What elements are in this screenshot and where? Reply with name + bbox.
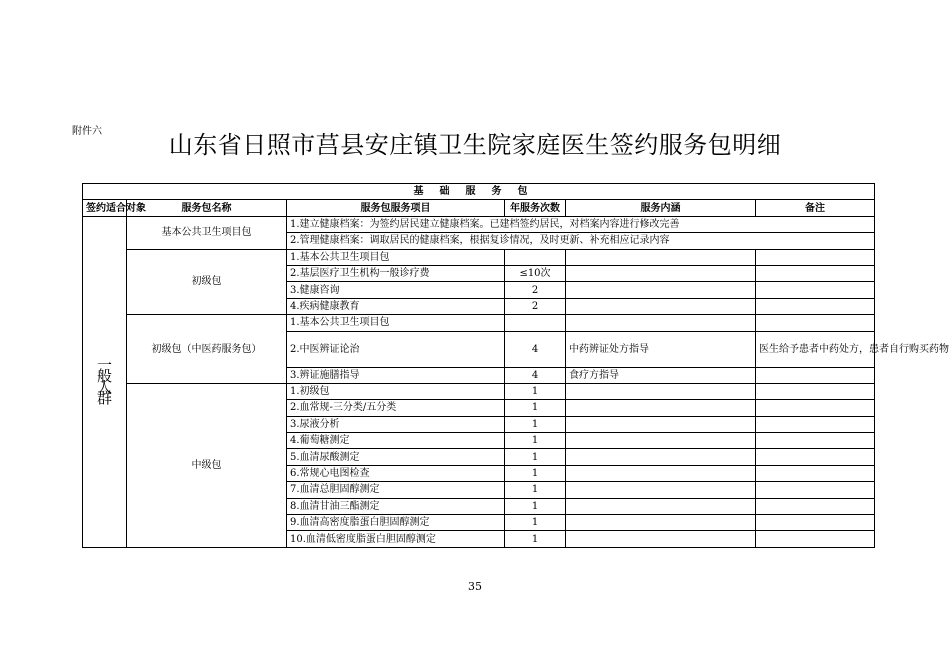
table-row (83, 383, 875, 399)
remarks (756, 482, 875, 498)
service-content (566, 249, 756, 265)
service-item: 2.中医辨证论治 (287, 331, 505, 367)
service-item: 3.健康咨询 (287, 282, 505, 298)
service-item: 4.疾病健康教育 (287, 298, 505, 314)
annual-count: 1 (505, 433, 566, 449)
header-remarks: 备注 (756, 200, 875, 216)
service-content (566, 498, 756, 514)
table-row (83, 249, 875, 265)
annual-count: 1 (505, 416, 566, 432)
section-header-row (83, 184, 875, 200)
service-item: 3.辨证施膳指导 (287, 367, 505, 383)
document-title: 山东省日照市莒县安庄镇卫生院家庭医生签约服务包明细 (168, 131, 782, 159)
annual-count: 1 (505, 498, 566, 514)
package-name-primary-tcm: 初级包（中医药服务包） (127, 315, 287, 384)
remarks (756, 315, 875, 331)
service-content (566, 400, 756, 416)
service-item: 2.血常规-三分类/五分类 (287, 400, 505, 416)
service-item: 1.建立健康档案：为签约居民建立健康档案。已建档签约居民，对档案内容进行修改完善 (287, 216, 875, 232)
service-item: 1.基本公共卫生项目包 (287, 249, 505, 265)
annual-count: 2 (505, 282, 566, 298)
service-item: 1.基本公共卫生项目包 (287, 315, 505, 331)
header-annual-count: 年服务次数 (505, 200, 566, 216)
table-row (83, 315, 875, 331)
remarks (756, 433, 875, 449)
remarks (756, 416, 875, 432)
remarks (756, 249, 875, 265)
service-content (566, 465, 756, 481)
service-item: 10.血清低密度脂蛋白胆固醇测定 (287, 531, 505, 547)
package-name-intermediate: 中级包 (127, 383, 287, 547)
service-item: 7.血清总胆固醇测定 (287, 482, 505, 498)
section-title: 基础服务包 (83, 184, 875, 200)
remarks (756, 400, 875, 416)
annual-count: 2 (505, 298, 566, 314)
annual-count: 4 (505, 331, 566, 367)
target-group-cell (83, 216, 127, 547)
header-target: 签约适合对象 (83, 200, 127, 216)
package-name-primary: 初级包 (127, 249, 287, 315)
service-item: 2.基层医疗卫生机构一般诊疗费 (287, 265, 505, 281)
annual-count: 1 (505, 482, 566, 498)
service-item: 6.常规心电图检查 (287, 465, 505, 481)
annual-count: 1 (505, 400, 566, 416)
service-content (566, 282, 756, 298)
remarks (756, 515, 875, 531)
service-item: 8.血清甘油三酯测定 (287, 498, 505, 514)
service-content (566, 449, 756, 465)
service-content: 食疗方指导 (566, 367, 756, 383)
service-content (566, 531, 756, 547)
service-content (566, 315, 756, 331)
service-item: 2.管理健康档案：调取居民的健康档案，根据复诊情况，及时更新、补充相应记录内容 (287, 233, 875, 249)
service-content (566, 433, 756, 449)
service-item: 3.尿液分析 (287, 416, 505, 432)
annual-count: 1 (505, 449, 566, 465)
service-content (566, 416, 756, 432)
service-content (566, 515, 756, 531)
service-content (566, 383, 756, 399)
remarks (756, 367, 875, 383)
service-content (566, 482, 756, 498)
header-package-name: 服务包名称 (127, 200, 287, 216)
annual-count (505, 249, 566, 265)
service-item: 9.血清高密度脂蛋白胆固醇测定 (287, 515, 505, 531)
service-item: 4.葡萄糖测定 (287, 433, 505, 449)
remarks (756, 465, 875, 481)
table-row (83, 216, 875, 232)
annual-count: 1 (505, 531, 566, 547)
remarks (756, 383, 875, 399)
service-item: 1.初级包 (287, 383, 505, 399)
package-name-basic-public: 基本公共卫生项目包 (127, 216, 287, 249)
remarks (756, 265, 875, 281)
header-service-content: 服务内涵 (566, 200, 756, 216)
remarks (756, 498, 875, 514)
target-group-label: 一般人群 (97, 355, 113, 407)
page-number: 35 (468, 580, 482, 593)
annual-count: ≤10次 (505, 265, 566, 281)
service-item: 5.血清尿酸测定 (287, 449, 505, 465)
attachment-label: 附件六 (72, 126, 102, 137)
header-service-item: 服务包服务项目 (287, 200, 505, 216)
column-header-row (83, 200, 875, 216)
service-content (566, 298, 756, 314)
remarks: 医生给予患者中药处方，患者自行购买药物 (756, 331, 875, 367)
annual-count (505, 315, 566, 331)
service-content: 中药辨证处方指导 (566, 331, 756, 367)
service-package-table (82, 183, 949, 548)
remarks (756, 449, 875, 465)
service-content (566, 265, 756, 281)
remarks (756, 531, 875, 547)
remarks (756, 298, 875, 314)
annual-count: 1 (505, 383, 566, 399)
annual-count: 1 (505, 515, 566, 531)
annual-count: 4 (505, 367, 566, 383)
annual-count: 1 (505, 465, 566, 481)
remarks (756, 282, 875, 298)
